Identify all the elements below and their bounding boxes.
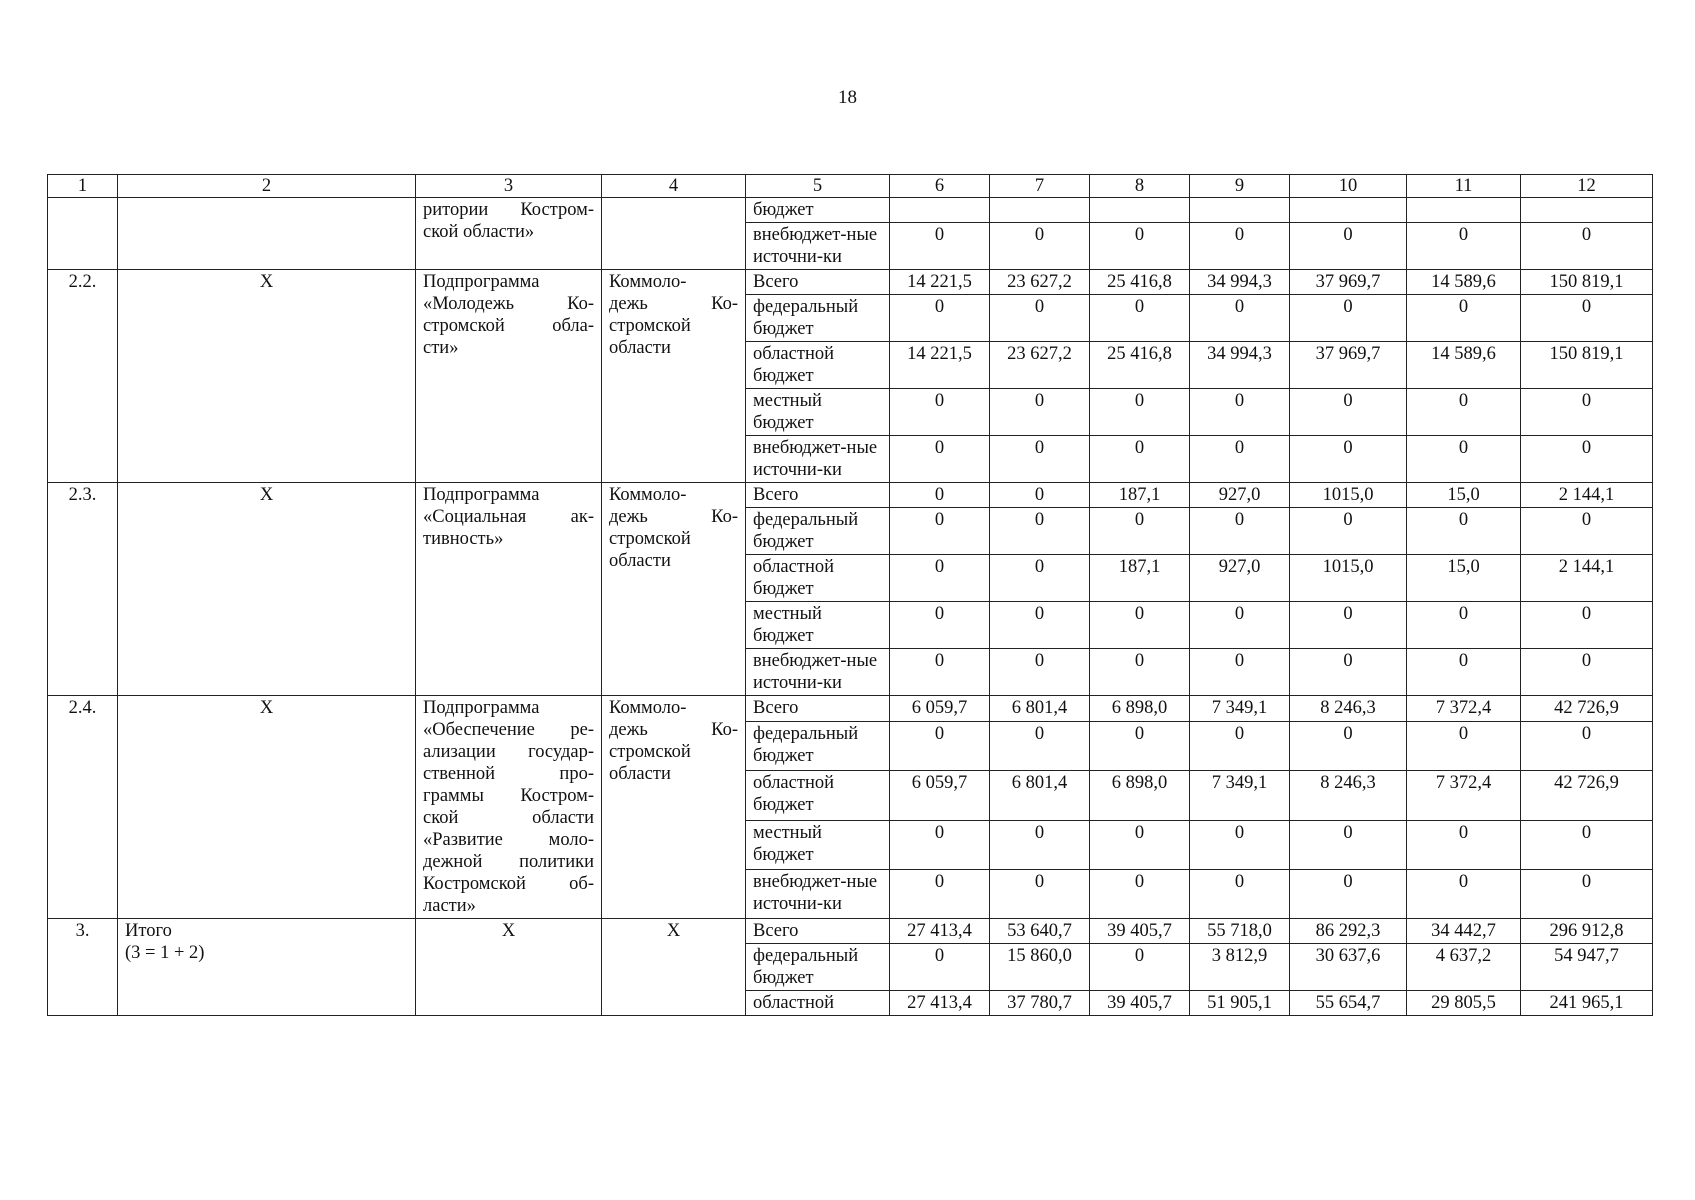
column-number: 12: [1521, 175, 1653, 198]
amount-cell: 150 819,1: [1521, 342, 1653, 389]
funding-source: федеральный бюджет: [746, 944, 890, 991]
column-number: 7: [990, 175, 1090, 198]
amount-cell: 27 413,4: [890, 991, 990, 1016]
amount-cell: 0: [890, 649, 990, 696]
column-number: 4: [602, 175, 746, 198]
amount-cell: 14 589,6: [1407, 270, 1521, 295]
amount-cell: 0: [990, 508, 1090, 555]
program-name-line: ской области»: [423, 222, 535, 242]
total-label-line: Итого: [125, 921, 172, 941]
total-label: [118, 919, 416, 1016]
amount-cell: 0: [1521, 389, 1653, 436]
amount-cell: 7 372,4: [1407, 696, 1521, 722]
amount-cell: 296 912,8: [1521, 919, 1653, 944]
amount-cell: 0: [1090, 649, 1190, 696]
amount-cell: 0: [1190, 508, 1290, 555]
amount-cell: 0: [1521, 722, 1653, 771]
subprogram-name: Х: [416, 919, 602, 1016]
amount-cell: 0: [1407, 508, 1521, 555]
amount-cell: 241 965,1: [1521, 991, 1653, 1016]
funding-source: федеральный бюджет: [746, 295, 890, 342]
amount-cell: 4 637,2: [1407, 944, 1521, 991]
funding-source: внебюджет-ные источни-ки: [746, 649, 890, 696]
subprogram-name-line: Подпрограмма: [423, 698, 540, 718]
amount-cell: 0: [890, 389, 990, 436]
amount-cell: 0: [990, 722, 1090, 771]
subprogram-name: [416, 696, 602, 919]
amount-cell: 0: [990, 649, 1090, 696]
amount-cell: 0: [1290, 295, 1407, 342]
amount-cell: 27 413,4: [890, 919, 990, 944]
amount-cell: 14 589,6: [1407, 342, 1521, 389]
amount-cell: 0: [1407, 649, 1521, 696]
funding-source: местный бюджет: [746, 389, 890, 436]
row-index: [48, 198, 118, 270]
amount-cell: 7 372,4: [1407, 771, 1521, 820]
executor-name-line: дежь Ко-: [609, 294, 738, 314]
subprogram-name-line: «Молодежь Ко-: [423, 294, 594, 314]
amount-cell: 0: [1521, 436, 1653, 483]
amount-cell: 0: [1521, 602, 1653, 649]
amount-cell: 34 442,7: [1407, 919, 1521, 944]
funding-source: областной: [746, 991, 890, 1016]
amount-cell: 0: [990, 223, 1090, 270]
executor-name-line: области: [609, 551, 671, 571]
amount-cell: 0: [1090, 602, 1190, 649]
subprogram-name-line: стромской обла-: [423, 316, 594, 336]
page-number: 18: [838, 87, 857, 108]
amount-cell: 8 246,3: [1290, 771, 1407, 820]
amount-cell: 42 726,9: [1521, 771, 1653, 820]
amount-cell: 0: [1190, 820, 1290, 869]
subprogram-name: [416, 270, 602, 483]
amount-cell: 6 801,4: [990, 771, 1090, 820]
amount-cell: 0: [1521, 820, 1653, 869]
column-number: 3: [416, 175, 602, 198]
row-index: 2.3.: [48, 483, 118, 696]
amount-cell: 0: [1521, 295, 1653, 342]
program-cell: Х: [118, 483, 416, 696]
amount-cell: [890, 198, 990, 223]
amount-cell: 34 994,3: [1190, 342, 1290, 389]
amount-cell: 0: [890, 722, 990, 771]
funding-source: внебюджет-ные источни-ки: [746, 223, 890, 270]
amount-cell: 0: [890, 555, 990, 602]
amount-cell: 0: [1407, 223, 1521, 270]
subprogram-name-line: ализации государ-: [423, 742, 594, 762]
amount-cell: 0: [890, 602, 990, 649]
column-number: 9: [1190, 175, 1290, 198]
subprogram-name-line: сти»: [423, 338, 459, 358]
amount-cell: 0: [990, 869, 1090, 918]
amount-cell: 55 718,0: [1190, 919, 1290, 944]
executor-name-line: стромской: [609, 316, 691, 336]
amount-cell: 2 144,1: [1521, 555, 1653, 602]
amount-cell: 0: [1190, 389, 1290, 436]
subprogram-name-line: тивность»: [423, 529, 504, 549]
amount-cell: 0: [1090, 389, 1190, 436]
funding-source: Всего: [746, 483, 890, 508]
executor-name: [602, 270, 746, 483]
amount-cell: 0: [1190, 722, 1290, 771]
amount-cell: 0: [1521, 223, 1653, 270]
amount-cell: 0: [990, 436, 1090, 483]
table-row: [48, 198, 1653, 223]
amount-cell: 39 405,7: [1090, 991, 1190, 1016]
amount-cell: [1521, 198, 1653, 223]
executor-name-line: стромской: [609, 742, 691, 762]
amount-cell: [1190, 198, 1290, 223]
amount-cell: 0: [990, 602, 1090, 649]
executor-name-line: дежь Ко-: [609, 507, 738, 527]
executor-name-line: области: [609, 338, 671, 358]
amount-cell: 34 994,3: [1190, 270, 1290, 295]
amount-cell: 0: [1090, 722, 1190, 771]
amount-cell: 25 416,8: [1090, 342, 1190, 389]
amount-cell: 6 898,0: [1090, 771, 1190, 820]
amount-cell: 0: [1290, 436, 1407, 483]
amount-cell: 0: [1190, 602, 1290, 649]
column-number: 11: [1407, 175, 1521, 198]
amount-cell: 927,0: [1190, 555, 1290, 602]
program-cell: [118, 198, 416, 270]
funding-source: Всего: [746, 919, 890, 944]
subprogram-name-line: «Социальная ак-: [423, 507, 594, 527]
table-row: [48, 696, 1653, 722]
amount-cell: 37 780,7: [990, 991, 1090, 1016]
program-cell: Х: [118, 270, 416, 483]
subprogram-name: [416, 483, 602, 696]
subprogram-name-line: Подпрограмма: [423, 485, 540, 505]
amount-cell: 150 819,1: [1521, 270, 1653, 295]
amount-cell: 1015,0: [1290, 483, 1407, 508]
amount-cell: 39 405,7: [1090, 919, 1190, 944]
amount-cell: [990, 198, 1090, 223]
executor-cell: [602, 198, 746, 270]
executor-name-line: Коммоло-: [609, 272, 687, 292]
amount-cell: 0: [1290, 389, 1407, 436]
amount-cell: 0: [1090, 869, 1190, 918]
funding-source: внебюджет-ные источни-ки: [746, 436, 890, 483]
amount-cell: 15,0: [1407, 483, 1521, 508]
amount-cell: 54 947,7: [1521, 944, 1653, 991]
amount-cell: 23 627,2: [990, 342, 1090, 389]
amount-cell: 29 805,5: [1407, 991, 1521, 1016]
amount-cell: 0: [890, 944, 990, 991]
amount-cell: 0: [1190, 869, 1290, 918]
amount-cell: 0: [890, 820, 990, 869]
amount-cell: 6 059,7: [890, 696, 990, 722]
amount-cell: 37 969,7: [1290, 270, 1407, 295]
amount-cell: 0: [1290, 820, 1407, 869]
row-index: 2.2.: [48, 270, 118, 483]
funding-source: Всего: [746, 696, 890, 722]
amount-cell: 6 059,7: [890, 771, 990, 820]
column-number-row: [48, 175, 1653, 198]
amount-cell: 0: [1090, 944, 1190, 991]
amount-cell: 42 726,9: [1521, 696, 1653, 722]
amount-cell: 2 144,1: [1521, 483, 1653, 508]
program-cell: Х: [118, 696, 416, 919]
amount-cell: 0: [1407, 602, 1521, 649]
row-index: 2.4.: [48, 696, 118, 919]
subprogram-name-line: граммы Костром-: [423, 786, 594, 806]
amount-cell: 187,1: [1090, 555, 1190, 602]
funding-source: местный бюджет: [746, 820, 890, 869]
subprogram-name-line: Костромской об-: [423, 874, 594, 894]
amount-cell: 0: [1521, 649, 1653, 696]
amount-cell: 0: [990, 820, 1090, 869]
amount-cell: 0: [1407, 295, 1521, 342]
amount-cell: 0: [1190, 649, 1290, 696]
amount-cell: 0: [1290, 869, 1407, 918]
amount-cell: 0: [1090, 508, 1190, 555]
executor-name-line: стромской: [609, 529, 691, 549]
amount-cell: [1290, 198, 1407, 223]
column-number: 5: [746, 175, 890, 198]
amount-cell: 53 640,7: [990, 919, 1090, 944]
subprogram-name-line: «Обеспечение ре-: [423, 720, 594, 740]
amount-cell: 0: [890, 436, 990, 483]
program-name: [416, 198, 602, 270]
amount-cell: 30 637,6: [1290, 944, 1407, 991]
subprogram-name-line: «Развитие моло-: [423, 830, 594, 850]
amount-cell: 8 246,3: [1290, 696, 1407, 722]
row-index: 3.: [48, 919, 118, 1016]
amount-cell: 0: [1290, 722, 1407, 771]
amount-cell: 14 221,5: [890, 342, 990, 389]
column-number: 2: [118, 175, 416, 198]
executor-name-line: дежь Ко-: [609, 720, 738, 740]
funding-source: федеральный бюджет: [746, 508, 890, 555]
table-row: [48, 483, 1653, 508]
subprogram-name-line: Подпрограмма: [423, 272, 540, 292]
subprogram-name-line: ласти»: [423, 896, 476, 916]
executor-name: [602, 696, 746, 919]
amount-cell: 0: [990, 555, 1090, 602]
funding-source: Всего: [746, 270, 890, 295]
funding-source: областной бюджет: [746, 555, 890, 602]
amount-cell: [1407, 198, 1521, 223]
amount-cell: 927,0: [1190, 483, 1290, 508]
amount-cell: 0: [890, 295, 990, 342]
executor-name-line: Коммоло-: [609, 698, 687, 718]
column-number: 1: [48, 175, 118, 198]
amount-cell: 86 292,3: [1290, 919, 1407, 944]
amount-cell: 7 349,1: [1190, 771, 1290, 820]
amount-cell: 0: [890, 869, 990, 918]
amount-cell: 15,0: [1407, 555, 1521, 602]
amount-cell: 0: [1407, 869, 1521, 918]
amount-cell: 0: [890, 223, 990, 270]
amount-cell: 0: [890, 508, 990, 555]
funding-source: бюджет: [746, 198, 890, 223]
amount-cell: 6 801,4: [990, 696, 1090, 722]
amount-cell: 25 416,8: [1090, 270, 1190, 295]
executor-name-line: области: [609, 764, 671, 784]
subprogram-name-line: ской области: [423, 808, 594, 828]
amount-cell: 55 654,7: [1290, 991, 1407, 1016]
subprogram-name-line: дежной политики: [423, 852, 594, 872]
amount-cell: [1090, 198, 1190, 223]
amount-cell: 0: [1521, 508, 1653, 555]
funding-source: федеральный бюджет: [746, 722, 890, 771]
amount-cell: 0: [1090, 820, 1190, 869]
amount-cell: 0: [1090, 223, 1190, 270]
amount-cell: 0: [990, 483, 1090, 508]
amount-cell: 51 905,1: [1190, 991, 1290, 1016]
table-row: [48, 270, 1653, 295]
amount-cell: 3 812,9: [1190, 944, 1290, 991]
funding-source: местный бюджет: [746, 602, 890, 649]
amount-cell: 0: [1407, 436, 1521, 483]
program-name-line: ритории Костром-: [423, 200, 594, 220]
funding-source: областной бюджет: [746, 771, 890, 820]
amount-cell: 23 627,2: [990, 270, 1090, 295]
amount-cell: 37 969,7: [1290, 342, 1407, 389]
amount-cell: 0: [990, 295, 1090, 342]
funding-source: внебюджет-ные источни-ки: [746, 869, 890, 918]
amount-cell: 6 898,0: [1090, 696, 1190, 722]
amount-cell: 15 860,0: [990, 944, 1090, 991]
amount-cell: 0: [1190, 295, 1290, 342]
funding-table: [47, 174, 1653, 1016]
amount-cell: 0: [1290, 649, 1407, 696]
amount-cell: 0: [1090, 436, 1190, 483]
amount-cell: 0: [1290, 223, 1407, 270]
amount-cell: 0: [1290, 602, 1407, 649]
amount-cell: 0: [1190, 436, 1290, 483]
amount-cell: 14 221,5: [890, 270, 990, 295]
column-number: 8: [1090, 175, 1190, 198]
table-row: [48, 919, 1653, 944]
amount-cell: 1015,0: [1290, 555, 1407, 602]
executor-name-line: Коммоло-: [609, 485, 687, 505]
amount-cell: 0: [1407, 820, 1521, 869]
amount-cell: 0: [1521, 869, 1653, 918]
amount-cell: 187,1: [1090, 483, 1190, 508]
amount-cell: 0: [1190, 223, 1290, 270]
executor-name: Х: [602, 919, 746, 1016]
funding-source: областной бюджет: [746, 342, 890, 389]
amount-cell: 0: [1090, 295, 1190, 342]
amount-cell: 0: [990, 389, 1090, 436]
subprogram-name-line: ственной про-: [423, 764, 594, 784]
amount-cell: 0: [890, 483, 990, 508]
executor-name: [602, 483, 746, 696]
amount-cell: 0: [1290, 508, 1407, 555]
column-number: 10: [1290, 175, 1407, 198]
amount-cell: 7 349,1: [1190, 696, 1290, 722]
column-number: 6: [890, 175, 990, 198]
total-label-line: (3 = 1 + 2): [125, 943, 205, 963]
amount-cell: 0: [1407, 389, 1521, 436]
amount-cell: 0: [1407, 722, 1521, 771]
